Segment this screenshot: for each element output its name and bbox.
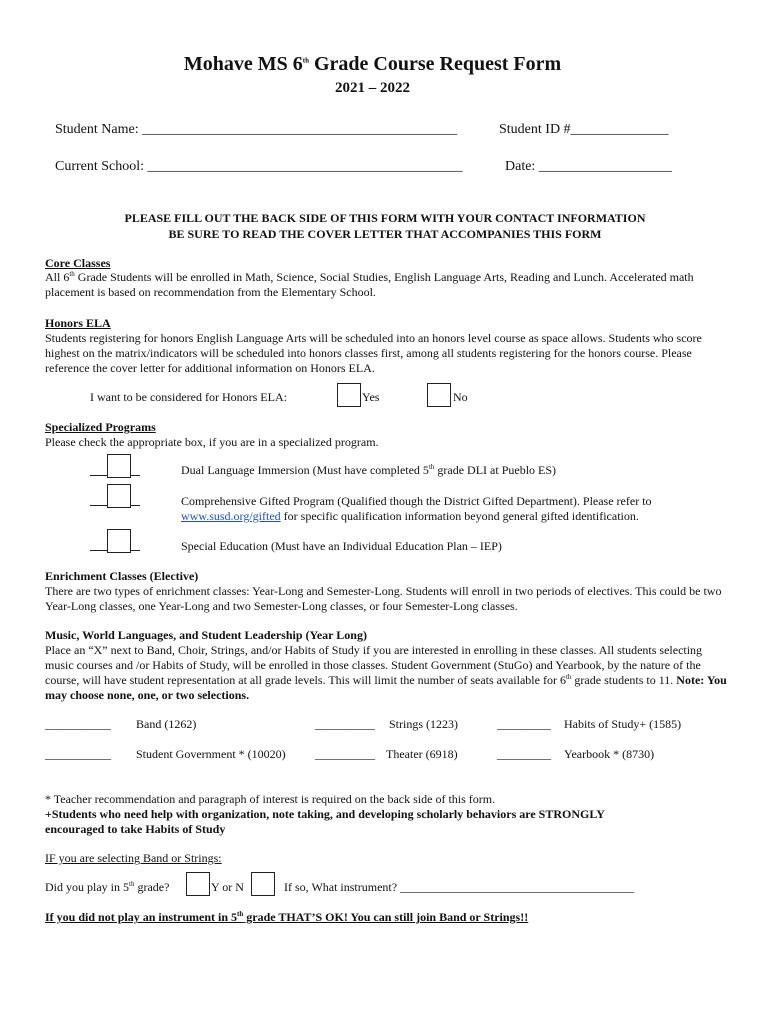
current-school-field[interactable]: Current School: _____________________________________________ [55, 159, 463, 174]
played-no-box[interactable] [251, 872, 275, 896]
sped-checkbox[interactable] [107, 529, 131, 553]
option-blank-habits[interactable]: _________ [497, 717, 551, 731]
option-label-band: Band (1262) [136, 717, 197, 731]
dli-label: Dual Language Immersion (Must have completed 5th grade DLI at Pueblo ES) [181, 463, 557, 477]
gifted-link[interactable]: www.susd.org/gifted [181, 509, 281, 523]
option-label-habits: Habits of Study+ (1585) [564, 717, 682, 731]
honors-no-checkbox[interactable] [427, 383, 451, 407]
gifted-label: Comprehensive Gifted Program (Qualified though the District Gifted Department). Please refer to [181, 494, 652, 508]
specialized-programs-heading: Specialized Programs [45, 420, 156, 434]
core-classes-heading: Core Classes [45, 256, 111, 270]
option-blank-stugo[interactable]: ___________ [45, 747, 111, 761]
specialized-intro: Please check the appropriate box, if you are in a specialized program. [45, 435, 379, 449]
music-heading: Music, World Languages, and Student Leadership (Year Long) [45, 628, 367, 642]
teacher-footnote: * Teacher recommendation and paragraph of interest is required on the back side of this form. [45, 792, 496, 806]
option-blank-yearbook[interactable]: _________ [497, 747, 551, 761]
option-blank-theater[interactable]: __________ [315, 747, 375, 761]
dli-checkbox[interactable] [107, 454, 131, 478]
form-title: Mohave MS 6th Grade Course Request Form [183, 53, 562, 75]
yes-or-no-label: Y or N [211, 880, 244, 894]
gifted-checkbox[interactable] [107, 484, 131, 508]
honors-question: I want to be considered for Honors ELA: [90, 390, 287, 404]
option-label-stugo: Student Government * (10020) [136, 747, 286, 761]
closing-note: If you did not play an instrument in 5th grade THAT’S OK! You can still join Band or Strings!! [45, 910, 529, 924]
student-name-field[interactable]: Student Name: _____________________________________________ [55, 122, 458, 137]
gifted-label-cont: www.susd.org/gifted for specific qualification information beyond general gifted identification. [181, 509, 639, 523]
enrichment-text: There are two types of enrichment classes: Year-Long and Semester-Long. Students will enroll in two periods of electives. This could be two Year-Long classes, one Year-Long and two Semester-Long classes, or four Semester-Long classes. [45, 584, 722, 613]
notice-back-side: PLEASE FILL OUT THE BACK SIDE OF THIS FORM WITH YOUR CONTACT INFORMATION [124, 211, 646, 225]
option-label-theater: Theater (6918) [386, 747, 458, 761]
notice-cover-letter: BE SURE TO READ THE COVER LETTER THAT ACCOMPANIES THIS FORM [168, 227, 602, 241]
music-text: Place an “X” next to Band, Choir, Strings, and/or Habits of Study if you are interested in enrolling in these classes. All students selecting music courses and /or Habits of Study, will be enrolled in those classes. Student Government (StuGo) and Yearbook, by the nature of the course, will have student representation at all grade levels. This will limit the number of seats available for 6th grade students to 11. Note: You may choose none, one, or two selections. [45, 643, 727, 702]
core-classes-text: All 6th Grade Students will be enrolled in Math, Science, Social Studies, English Language Arts, Reading and Lunch. Accelerated math placement is based on recommendation from the Elementary School. [45, 270, 694, 299]
date-field[interactable]: Date: ___________________ [505, 159, 672, 174]
habits-footnote: +Students who need help with organization, note taking, and developing scholarly behaviors are STRONGLY [45, 807, 605, 821]
option-label-yearbook: Yearbook * (8730) [564, 747, 655, 761]
honors-ela-text: Students registering for honors English Language Arts will be scheduled into an honors level course as space allows. Students who score highest on the matrix/indicators will be scheduled into honors classes first, among all students registering for the honors course. Please reference the cover letter for additional information on Honors ELA. [45, 331, 702, 375]
option-label-strings: Strings (1223) [389, 717, 458, 731]
instrument-field[interactable]: If so, What instrument? _______________________________________ [284, 880, 635, 894]
played-fifth-question: Did you play in 5th grade? [45, 880, 170, 894]
honors-yes-checkbox[interactable] [337, 383, 361, 407]
sped-label: Special Education (Must have an Individual Education Plan – IEP) [181, 539, 502, 553]
band-strings-heading: IF you are selecting Band or Strings: [45, 851, 222, 865]
school-year: 2021 – 2022 [335, 80, 410, 96]
option-blank-band[interactable]: ___________ [45, 717, 111, 731]
student-id-field[interactable]: Student ID #______________ [499, 122, 669, 137]
enrichment-heading: Enrichment Classes (Elective) [45, 569, 199, 583]
option-blank-strings[interactable]: __________ [315, 717, 375, 731]
honors-yes-label: Yes [362, 390, 380, 404]
played-yes-box[interactable] [186, 872, 210, 896]
habits-footnote-cont: encouraged to take Habits of Study [45, 822, 226, 836]
honors-no-label: No [453, 390, 468, 404]
honors-ela-heading: Honors ELA [45, 316, 111, 330]
